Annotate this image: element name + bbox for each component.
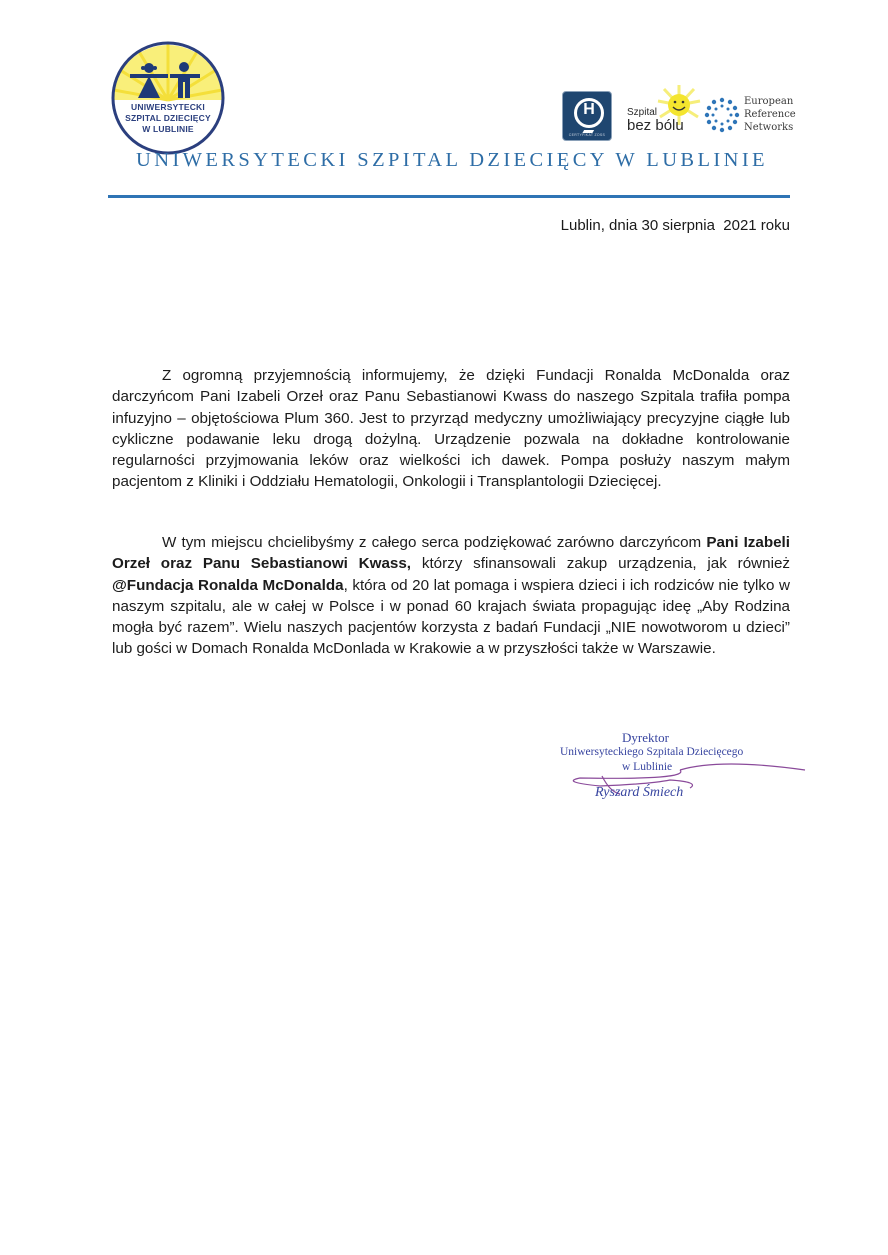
paragraph-2 <box>112 532 790 660</box>
ern-line-1: European <box>744 96 794 107</box>
signature-institution: Uniwersyteckiego Szpitala Dziecięcego <box>560 746 744 758</box>
signature-block <box>540 730 820 810</box>
logo-text-line-1: UNIWERSYTECKI <box>131 102 205 112</box>
certificate-caption: CERTYFIKAT ZOSS <box>568 133 606 137</box>
paragraph-2-part-2: którzy sfinansowali zakup urządzenia, jak również <box>411 555 790 573</box>
date-line: Lublin, dnia 30 sierpnia 2021 roku <box>560 217 790 234</box>
ern-line-3: Networks <box>744 122 794 133</box>
paragraph-1-text: Z ogromną przyjemnością informujemy, że dzięki Fundacji Ronalda McDonalda oraz darczyńcom Pani Izabeli Orzeł oraz Panu Sebastianowi Kwass do naszego Szpitala trafiła pompa infuzyjno – objętościowa Plum 360. Jest to przyrząd medyczny umożliwiający precyzyjne ciągłe lub cykliczne podawanie leku drogą dożylną. Urządzenie pozwala na dokładne kontrolowanie regularności przyjmowania leków oraz wielkości ich dawek. Pompa posłuży naszym małym pacjentom z Kliniki i Oddziału Hematologii, Onkologii i Transplantologii Dziecięcej. <box>112 367 790 491</box>
dotted-circle-icon <box>704 97 740 133</box>
paragraph-1 <box>112 365 790 493</box>
donors-names-bold: Pani Izabeli Orzeł oraz Panu Sebastianowi Kwass, <box>112 534 790 573</box>
quality-certificate-logo <box>562 91 612 141</box>
children-sun-logo-icon <box>108 38 228 158</box>
bez-bolu-line-1: Szpital <box>627 107 658 118</box>
bez-bolu-logo <box>622 85 702 143</box>
ern-logo <box>704 95 814 135</box>
hospital-logo <box>108 38 228 158</box>
header-divider <box>108 195 790 198</box>
logo-text-line-2: SZPITAL DZIECIĘCY <box>125 113 211 123</box>
foundation-name-bold: @Fundacja Ronalda McDonalda <box>112 576 344 594</box>
signature-title: Dyrektor <box>622 730 669 745</box>
signature-city: w Lublinie <box>622 761 673 773</box>
ern-text <box>744 95 796 134</box>
bez-bolu-line-2: bez bólu <box>627 117 684 134</box>
ern-line-2: Reference <box>744 109 796 120</box>
h-letter: H <box>583 101 595 118</box>
paragraph-2-part-1: W tym miejscu chcielibyśmy z całego serca podziękować zarówno darczyńcom <box>162 534 707 551</box>
logo-text-line-3: W LUBLINIE <box>142 124 194 134</box>
signatory-name: Ryszard Śmiech <box>595 785 684 800</box>
hospital-title: UNIWERSYTECKI SZPITAL DZIECIĘCY W LUBLINIE <box>136 149 768 171</box>
paragraph-2-part-3: , która od 20 lat pomaga i wspiera dzieci i ich rodziców nie tylko w naszym szpitalu, ale w całej w Polsce i w ponad 60 krajach świata propagując ideę „Aby Rodzina mogła być razem”. Wielu naszych pacjentów korzysta z badań Fundacji „NIE nowotworom u dzieci” lub gości w Domach Ronalda McDonlada w Krakowie a w przyszłości także w Warszawie. <box>112 576 791 658</box>
